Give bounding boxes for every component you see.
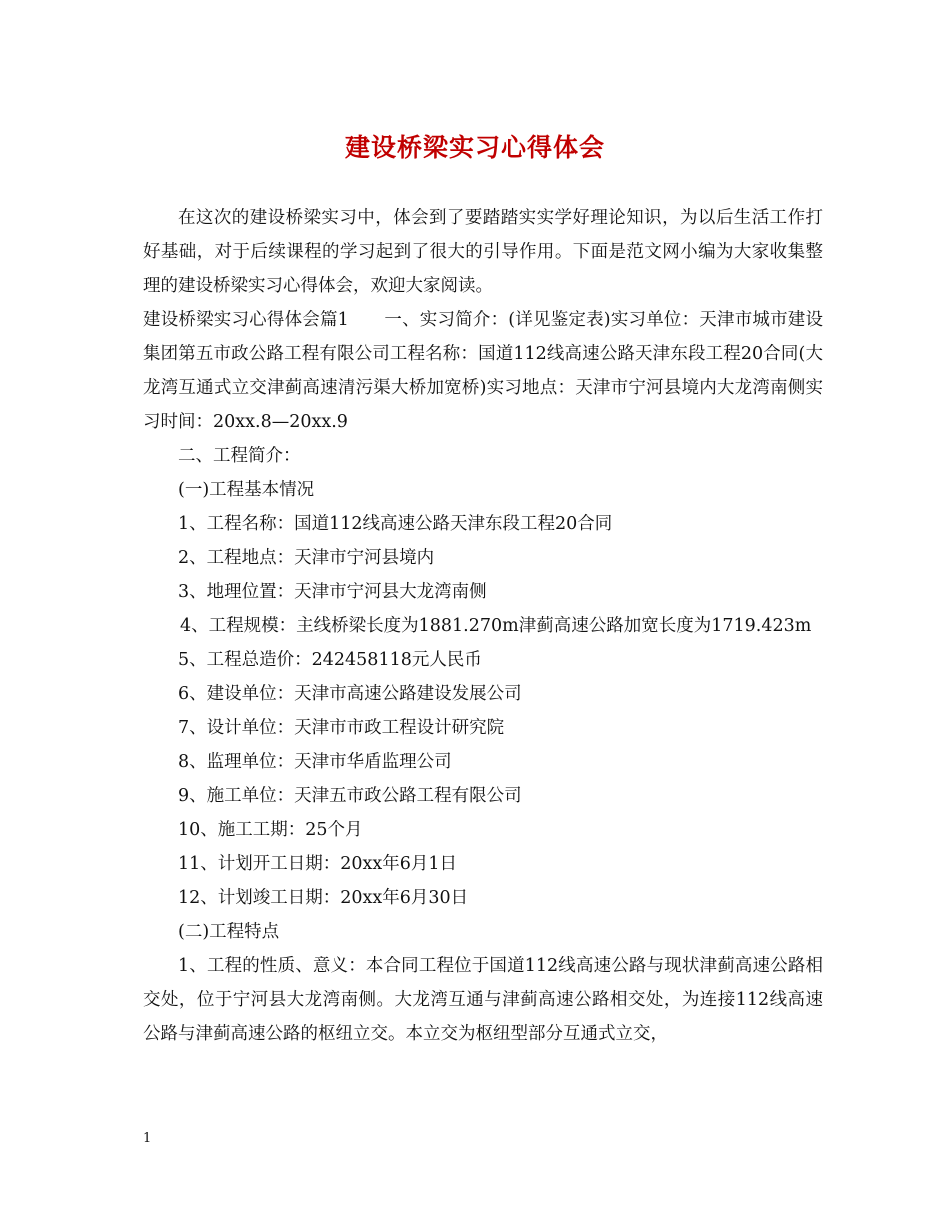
- document-title: 建设桥梁实习心得体会: [344, 133, 605, 162]
- planned-completion-date-item: 12、计划竣工日期：20xx年6月30日: [178, 888, 469, 908]
- project-location-item: 2、工程地点：天津市宁河县境内: [178, 548, 435, 568]
- contractor-unit-item: 9、施工单位：天津五市政公路工程有限公司: [178, 786, 522, 806]
- subsection-title: (二)工程特点: [178, 922, 280, 942]
- section-title: 二、工程简介：: [178, 446, 301, 466]
- subsection-title: (一)工程基本情况: [178, 480, 315, 500]
- project-cost-item: 5、工程总造价：242458118元人民币: [178, 650, 482, 670]
- construction-period-item: 10、施工工期：25个月: [178, 820, 363, 840]
- construction-unit-item: 6、建设单位：天津市高速公路建设发展公司: [178, 684, 522, 704]
- geographic-position-item: 3、地理位置：天津市宁河县大龙湾南侧: [178, 582, 487, 602]
- project-name-item: 1、工程名称：国道112线高速公路天津东段工程20合同: [178, 514, 613, 534]
- page-number: 1: [143, 1131, 152, 1146]
- project-scale-item: 4、工程规模：主线桥梁长度为1881.270m津蓟高速公路加宽长度为1719.423m: [180, 616, 812, 636]
- section-heading-paragraph: 建设桥梁实习心得体会篇1 一、实习简介：(详见鉴定表)实习单位：天津市城市建设集团第五市政公路工程有限公司工程名称：国道112线高速公路天津东段工程20合同(大龙湾互通式立交津蓟高速清污渠大桥加宽桥)实习地点：天津市宁河县境内大龙湾南侧实习时间：20xx.8—20xx.9: [143, 310, 823, 432]
- supervision-unit-item: 8、监理单位：天津市华盾监理公司: [178, 752, 452, 772]
- project-nature-paragraph: 1、工程的性质、意义：本合同工程位于国道112线高速公路与现状津蓟高速公路相交处，位于宁河县大龙湾南侧。大龙湾互通与津蓟高速公路相交处，为连接112线高速公路与津蓟高速公路的枢纽立交。本立交为枢纽型部分互通式立交，: [143, 956, 823, 1044]
- intro-paragraph: 在这次的建设桥梁实习中，体会到了要踏踏实实学好理论知识，为以后生活工作打好基础，对于后续课程的学习起到了很大的引导作用。下面是范文网小编为大家收集整理的建设桥梁实习心得体会，欢迎大家阅读。: [143, 208, 823, 296]
- planned-start-date-item: 11、计划开工日期：20xx年6月1日: [178, 854, 458, 874]
- design-unit-item: 7、设计单位：天津市市政工程设计研究院: [178, 718, 505, 738]
- document-body: [143, 201, 823, 1051]
